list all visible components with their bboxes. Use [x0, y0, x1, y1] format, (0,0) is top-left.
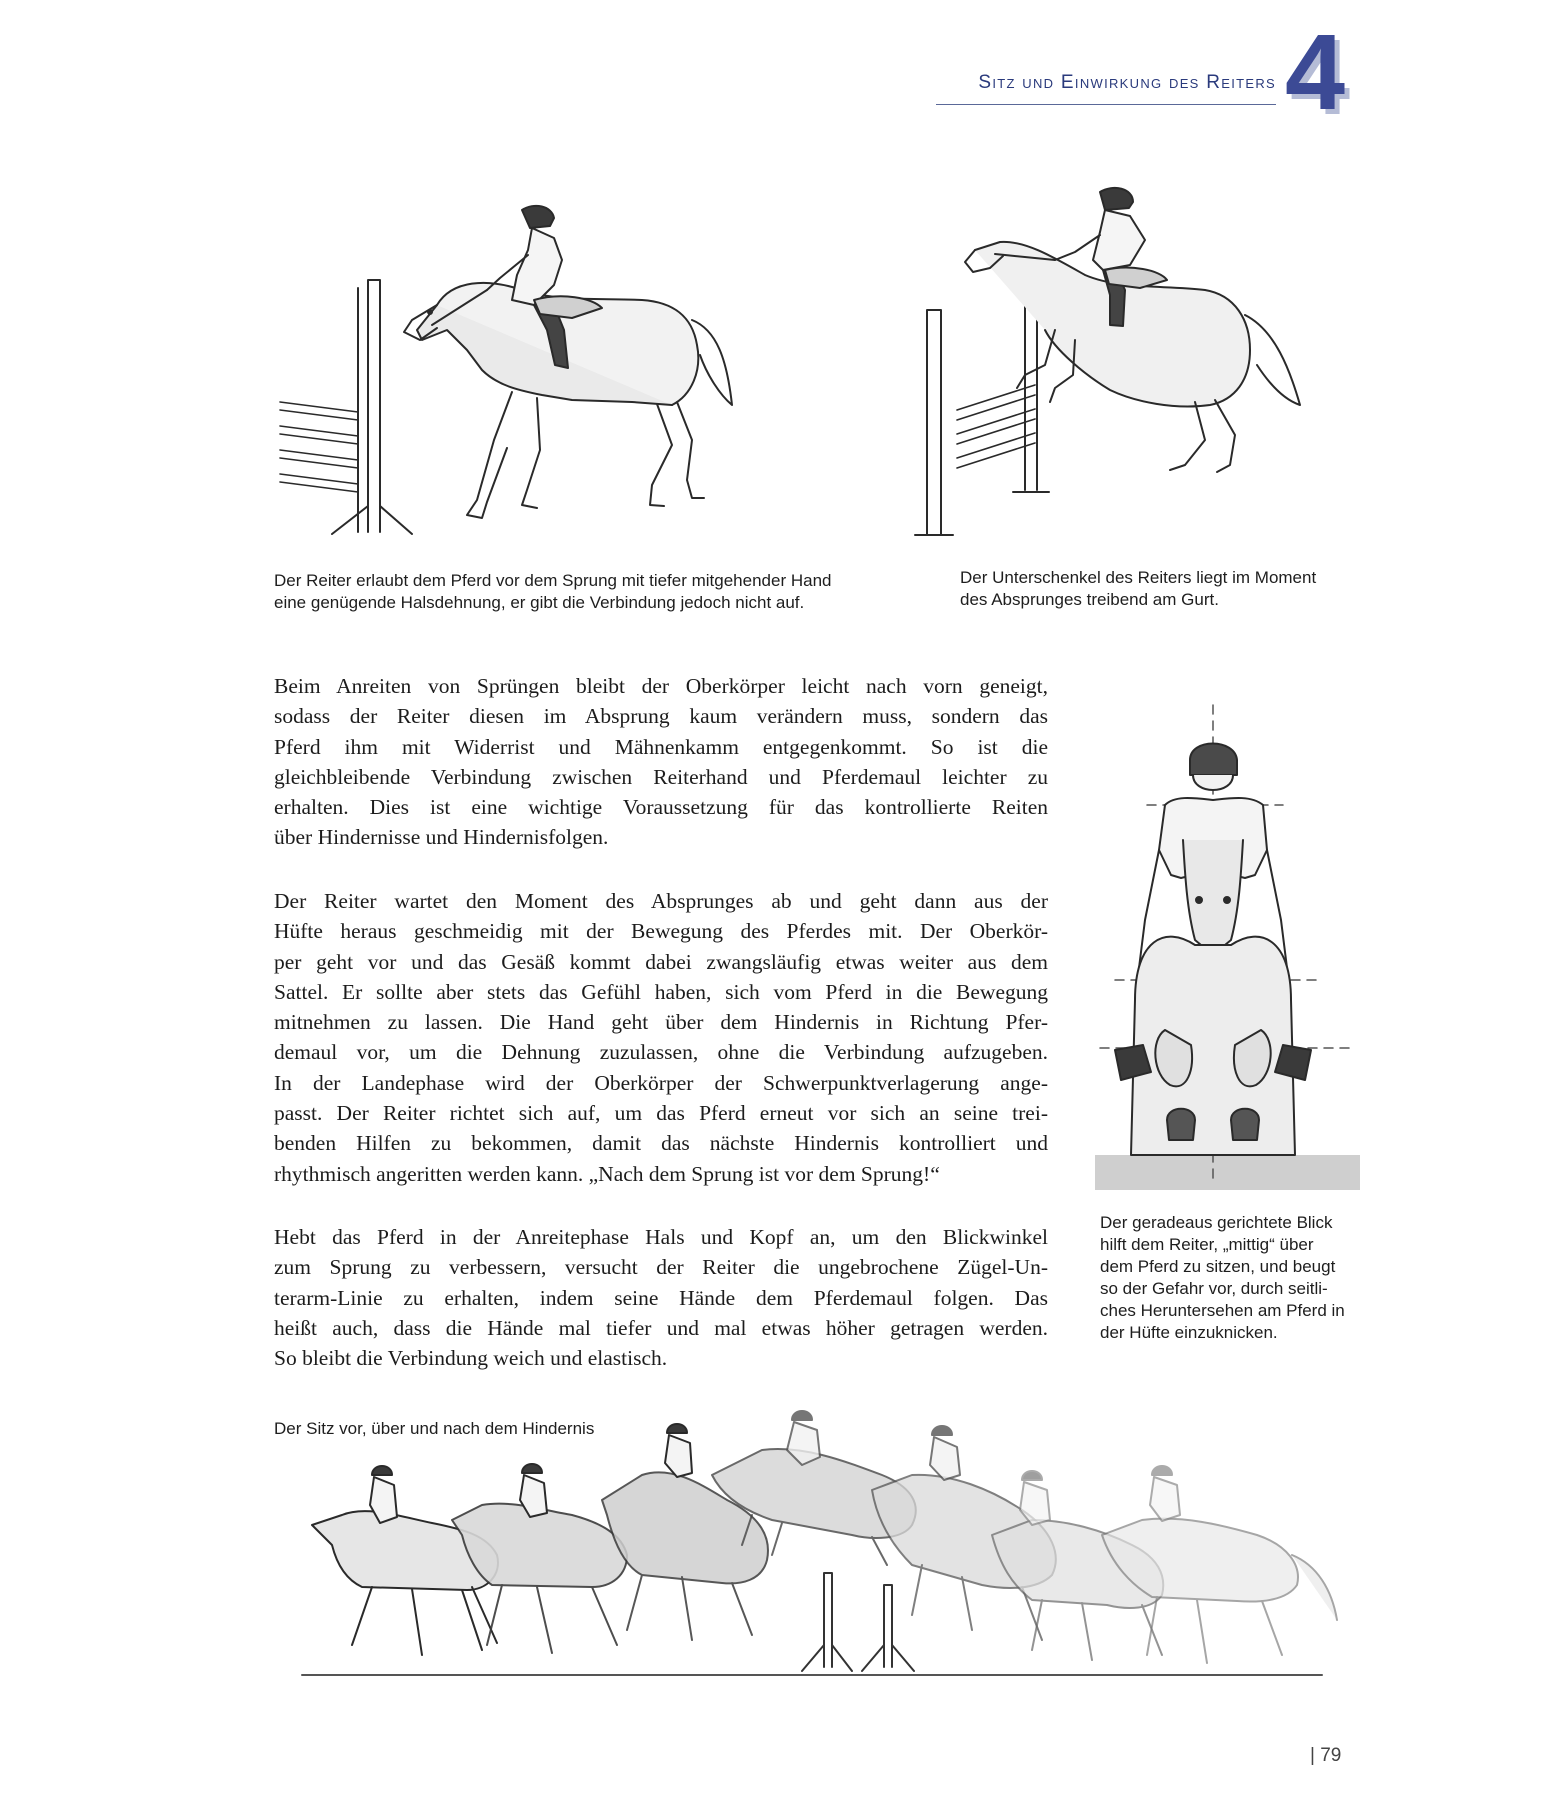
text-line: über Hindernisse und Hindernisfolgen. [274, 825, 609, 850]
chapter-title: Sitz und Einwirkung des Reiters [978, 72, 1276, 93]
caption-line: dem Pferd zu sitzen, und beugt [1100, 1257, 1336, 1276]
paragraph-2 [274, 886, 1048, 1189]
chapter-number: 4 [1285, 11, 1346, 132]
caption-line: hilft dem Reiter, „mittig“ über [1100, 1235, 1314, 1254]
text-line: zum Sprung zu verbessern, versucht der Reiter die ungebrochene Zügel-Un- [274, 1255, 1048, 1280]
caption-line: des Absprunges treibend am Gurt. [960, 590, 1219, 609]
text-line: Der Reiter wartet den Moment des Absprunges ab und geht dann aus der [274, 889, 1048, 913]
caption-approach [274, 570, 831, 614]
caption-front-view [1100, 1212, 1345, 1344]
text-line: mitnehmen zu lassen. Die Hand geht über dem Hindernis in Richtung Pfer- [274, 1010, 1048, 1035]
illustration-approach [272, 180, 832, 550]
caption-line: eine genügende Halsdehnung, er gibt die Verbindung jedoch nicht auf. [274, 593, 805, 612]
caption-line: der Hüfte einzuknicken. [1100, 1323, 1278, 1342]
text-line: Beim Anreiten von Sprüngen bleibt der Oberkörper leicht nach vorn geneigt, [274, 674, 1048, 698]
text-line: Sattel. Er sollte aber stets das Gefühl haben, sich vom Pferd in die Bewegung [274, 979, 1048, 1004]
paragraph-3 [274, 1222, 1048, 1373]
text-line: rhythmisch angeritten werden kann. „Nach dem Sprung ist vor dem Sprung!“ [274, 1161, 940, 1186]
caption-takeoff [960, 567, 1316, 611]
text-line: per geht vor und das Gesäß kommt dabei zwangsläufig etwas weiter aus dem [274, 949, 1048, 974]
illustration-jump-sequence [272, 1405, 1372, 1690]
caption-line: so der Gefahr vor, durch seitli- [1100, 1279, 1328, 1298]
illustration-takeoff [905, 180, 1345, 550]
caption-sequence: Der Sitz vor, über und nach dem Hindernis [274, 1419, 595, 1438]
caption-line: Der Unterschenkel des Reiters liegt im Moment [960, 568, 1317, 587]
text-line: Hebt das Pferd in der Anreitephase Hals und Kopf an, um den Blickwinkel [274, 1225, 1048, 1249]
text-line: passt. Der Reiter richtet sich auf, um das Pferd erneut vor sich an seine trei- [274, 1101, 1048, 1126]
paragraph-1 [274, 671, 1048, 853]
text-line: sodass der Reiter diesen im Absprung kaum verändern muss, sondern das [274, 704, 1048, 729]
text-line: terarm-Linie zu erhalten, indem seine Hände dem Pferdemaul folgen. Das [274, 1285, 1048, 1310]
text-line: In der Landephase wird der Oberkörper der Schwerpunktverlagerung ange- [274, 1070, 1048, 1095]
text-line: gleichbleibende Verbindung zwischen Reiterhand und Pferdemaul leichter zu [274, 764, 1048, 789]
header-rule [936, 104, 1276, 105]
text-line: So bleibt die Verbindung weich und elastisch. [274, 1346, 668, 1371]
text-line: Pferd ihm mit Widerrist und Mähnenkamm entgegenkommt. So ist die [274, 734, 1048, 759]
text-line: benden Hilfen zu bekommen, damit das nächste Hindernis kontrolliert und [274, 1131, 1048, 1156]
caption-line: Der Reiter erlaubt dem Pferd vor dem Sprung mit tiefer mitgehender Hand [274, 571, 832, 590]
text-line: demaul vor, um die Dehnung zuzulassen, ohne die Verbindung aufzugeben. [274, 1040, 1048, 1065]
page-number: | 79 [1310, 1745, 1342, 1766]
illustration-front-view [1095, 700, 1360, 1190]
caption-line: ches Heruntersehen am Pferd in [1100, 1301, 1345, 1320]
text-line: Hüfte heraus geschmeidig mit der Bewegung des Pferdes mit. Der Oberkör- [274, 919, 1048, 944]
text-line: erhalten. Dies ist eine wichtige Voraussetzung für das kontrollierte Reiten [274, 795, 1048, 820]
caption-line: Der geradeaus gerichtete Blick [1100, 1213, 1333, 1232]
text-line: heißt auch, dass die Hände mal tiefer und mal etwas höher getragen werden. [274, 1315, 1048, 1340]
